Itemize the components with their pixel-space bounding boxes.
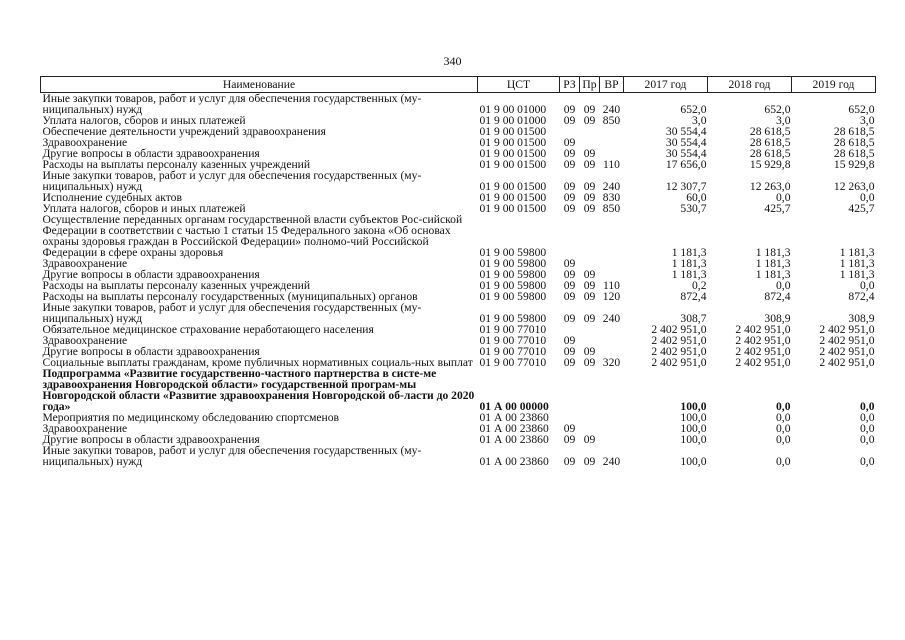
cell-rz: 09 [563,257,576,270]
cell-rz: 09 [563,455,576,468]
cell-rz: 09 [563,103,576,116]
cell-2019: 28 618,5 [833,125,875,138]
cell-name: Иные закупки товаров, работ и услуг для обеспечения государственных (му-ниципальных) нужд [42,169,422,193]
cell-vr [600,214,624,258]
cell-name: Обязательное медицинское страхование неработающего населения [42,323,374,336]
cell-2018: 872,4 [764,290,791,303]
cell-2017: 30 554,4 [665,125,707,138]
cell-2018: 12 263,0 [749,180,791,193]
cell-2019: 2 402 951,0 [819,334,875,347]
cell-2019: 1 181,3 [839,246,875,259]
table-row [41,93,876,116]
cell-name: Другие вопросы в области здравоохранения [42,345,260,358]
cell-2017: 0,2 [692,279,707,292]
cell-vr: 850 [602,114,621,127]
cell-name: Уплата налогов, сборов и иных платежей [42,114,246,127]
cell-2017: 2 402 951,0 [651,323,707,336]
cell-2018: 0,0 [776,455,791,468]
cell-2018: 1 181,3 [755,268,791,281]
cell-name: Другие вопросы в области здравоохранения [42,268,260,281]
cell-vr: 110 [603,279,620,292]
cell-cst: 01 9 00 01500 [479,136,547,149]
table-row [41,445,876,467]
cell-pr [580,324,600,335]
column-header-2017: 2017 год [624,77,708,93]
cell-rz: 09 [563,180,576,193]
cell-name: Здравоохранение [42,136,128,149]
cell-2019: 0,0 [860,422,875,435]
cell-name: Здравоохранение [42,422,128,435]
cell-cst: 01 9 00 59800 [479,312,547,325]
cell-2017: 872,4 [680,290,707,303]
cell-cst: 01 А 00 23860 [479,455,549,468]
cell-2017: 100,0 [680,455,707,468]
cell-2018: 0,0 [776,400,791,413]
cell-cst: 01 9 00 01500 [479,125,547,138]
cell-2018: 425,7 [764,202,791,215]
cell-2017: 2 402 951,0 [651,345,707,358]
cell-name: Иные закупки товаров, работ и услуг для обеспечения государственных (му-ниципальных) нужд [42,444,422,468]
cell-2019: 1 181,3 [839,257,875,270]
cell-2017: 100,0 [680,400,707,413]
cell-pr: 09 [583,103,596,116]
cell-2018: 0,0 [776,279,791,292]
cell-name: Другие вопросы в области здравоохранения [42,147,260,160]
cell-2017: 2 402 951,0 [651,334,707,347]
table-row [41,302,876,324]
cell-2019: 425,7 [848,202,875,215]
cell-2017: 100,0 [680,422,707,435]
cell-name: Иные закупки товаров, работ и услуг для обеспечения государственных (му-ниципальных) нужд [42,301,422,325]
cell-name: Мероприятия по медицинскому обследованию спортсменов [42,411,340,424]
cell-cst: 01 9 00 01500 [479,191,547,204]
cell-pr: 09 [583,114,596,127]
cell-pr: 09 [583,312,596,325]
cell-2018: 0,0 [776,411,791,424]
cell-2018: 0,0 [776,191,791,204]
table-row [41,368,876,412]
cell-2018: 0,0 [776,422,791,435]
cell-name: Исполнение судебных актов [42,191,182,204]
cell-pr: 09 [583,147,596,160]
cell-vr [600,423,624,434]
cell-rz: 09 [563,268,576,281]
cell-2017: 17 656,0 [665,158,707,171]
cell-pr: 09 [583,158,596,171]
cell-cst: 01 9 00 01500 [479,202,547,215]
cell-rz: 09 [563,191,576,204]
cell-vr: 240 [602,455,621,468]
cell-pr: 09 [583,433,596,446]
cell-vr [600,137,624,148]
cell-2018: 2 402 951,0 [735,345,791,358]
cell-cst: 01 9 00 59800 [479,268,547,281]
cell-2018: 1 181,3 [755,246,791,259]
cell-name: Расходы на выплаты персоналу казенных учреждений [42,158,311,171]
cell-name: Подпрограмма «Развитие государственно-частного партнерства в систе-ме здравоохранения Новгородской области» государственной програм-мы Новгородской области «Развитие здравоохранения Новгородской об-ласти до 2020 года» [42,367,475,413]
cell-name: Обеспечение деятельности учреждений здравоохранения [42,125,326,138]
cell-cst: 01 А 00 00000 [479,400,549,413]
cell-vr [600,434,624,445]
cell-cst: 01 9 00 59800 [479,246,547,259]
cell-cst: 01 9 00 59800 [479,290,547,303]
cell-cst: 01 А 00 23860 [479,422,549,435]
cell-cst: 01 А 00 23860 [479,433,549,446]
cell-2017: 308,7 [680,312,707,325]
cell-rz: 09 [563,202,576,215]
cell-2018: 0,0 [776,433,791,446]
cell-2019: 2 402 951,0 [819,356,875,369]
cell-2019: 308,9 [848,312,875,325]
cell-2017: 100,0 [680,433,707,446]
cell-cst: 01 9 00 59800 [479,257,547,270]
cell-name: Уплата налогов, сборов и иных платежей [42,202,246,215]
cell-cst: 01 9 00 01000 [479,114,547,127]
cell-2019: 652,0 [848,103,875,116]
cell-2017: 652,0 [680,103,707,116]
table-row [41,170,876,192]
page-number: 340 [443,54,462,68]
cell-rz: 09 [563,279,576,292]
cell-2017: 1 181,3 [671,246,707,259]
cell-cst: 01 9 00 77010 [479,334,547,347]
cell-name: Расходы на выплаты персоналу государственных (муниципальных) органов [42,290,418,303]
cell-2017: 30 554,4 [665,147,707,160]
cell-pr: 09 [583,202,596,215]
cell-pr [580,412,600,423]
cell-2019: 0,0 [860,400,875,413]
cell-name: Расходы на выплаты персоналу казенных учреждений [42,279,311,292]
cell-cst: 01 9 00 01500 [479,147,547,160]
cell-name: Социальные выплаты гражданам, кроме публичных нормативных социаль-ных выплат [42,356,473,369]
cell-2019: 0,0 [860,433,875,446]
column-header-pr: Пр [580,77,600,93]
cell-rz [560,368,580,412]
table-header-row [41,77,876,93]
cell-cst: 01 9 00 01000 [479,103,547,116]
cell-vr [600,335,624,346]
cell-2019: 28 618,5 [833,136,875,149]
cell-name: Другие вопросы в области здравоохранения [42,433,260,446]
cell-pr: 09 [583,290,596,303]
cell-pr [580,214,600,258]
cell-2019: 0,0 [860,455,875,468]
cell-2018: 3,0 [776,114,791,127]
cell-2018: 28 618,5 [749,136,791,149]
cell-vr: 240 [602,180,621,193]
cell-2019: 0,0 [860,279,875,292]
cell-rz: 09 [563,290,576,303]
column-header-name: Наименование [41,77,478,93]
cell-pr: 09 [583,180,596,193]
cell-2017: 60,0 [686,191,707,204]
cell-2019: 15 929,8 [833,158,875,171]
cell-name: Осуществление переданных органам государственной власти субъектов Рос-сийской Федерации в соответствии с частью 1 статьи 15 Федерального закона «Об основах охраны здоровья граждан в Российской Федерации» полномо-чий Российской Федерации в сфере охраны здоровья [42,213,463,259]
cell-2018: 28 618,5 [749,125,791,138]
cell-vr: 110 [603,158,620,171]
cell-vr: 120 [602,290,621,303]
cell-vr: 240 [602,312,621,325]
cell-2019: 1 181,3 [839,268,875,281]
cell-rz: 09 [563,158,576,171]
column-header-2018: 2018 год [708,77,792,93]
cell-2019: 2 402 951,0 [819,345,875,358]
cell-cst: 01 9 00 77010 [479,323,547,336]
cell-2019: 872,4 [848,290,875,303]
cell-2019: 2 402 951,0 [819,323,875,336]
cell-rz: 09 [563,345,576,358]
cell-cst: 01 9 00 77010 [479,345,547,358]
cell-rz: 09 [563,312,576,325]
cell-2018: 2 402 951,0 [735,323,791,336]
cell-vr: 240 [602,103,621,116]
budget-table [40,76,876,467]
cell-2019: 3,0 [860,114,875,127]
column-header-vr: ВР [600,77,624,93]
cell-2017: 12 307,7 [665,180,707,193]
cell-2018: 28 618,5 [749,147,791,160]
cell-2019: 0,0 [860,411,875,424]
cell-2017: 30 554,4 [665,136,707,149]
cell-pr [580,126,600,137]
cell-name: Иные закупки товаров, работ и услуг для обеспечения государственных (му-ниципальных) нужд [42,92,422,116]
cell-pr: 09 [583,455,596,468]
cell-2019: 12 263,0 [833,180,875,193]
cell-2017: 1 181,3 [671,257,707,270]
cell-2019: 0,0 [860,191,875,204]
cell-cst: 01 9 00 77010 [479,356,547,369]
cell-vr: 320 [602,356,621,369]
cell-2018: 308,9 [764,312,791,325]
cell-rz: 09 [563,147,576,160]
table-row [41,412,876,423]
table-body [41,93,876,468]
cell-cst: 01 А 00 23860 [479,411,549,424]
cell-rz: 09 [563,334,576,347]
cell-2017: 100,0 [680,411,707,424]
cell-rz [560,214,580,258]
cell-pr: 09 [583,345,596,358]
cell-2017: 2 402 951,0 [651,356,707,369]
cell-cst: 01 9 00 01500 [479,180,547,193]
cell-name: Здравоохранение [42,257,128,270]
cell-vr [600,258,624,269]
cell-cst: 01 9 00 01500 [479,158,547,171]
cell-vr [600,126,624,137]
cell-2018: 2 402 951,0 [735,356,791,369]
column-header-cst: ЦСТ [478,77,560,93]
cell-rz: 09 [563,136,576,149]
cell-pr [580,368,600,412]
table-row [41,214,876,258]
cell-2018: 1 181,3 [755,257,791,270]
cell-pr: 09 [583,268,596,281]
cell-2018: 2 402 951,0 [735,334,791,347]
cell-2019: 28 618,5 [833,147,875,160]
cell-pr: 09 [583,356,596,369]
cell-rz: 09 [563,356,576,369]
cell-cst: 01 9 00 59800 [479,279,547,292]
cell-2018: 15 929,8 [749,158,791,171]
cell-vr [600,324,624,335]
cell-rz: 09 [563,433,576,446]
cell-rz: 09 [563,114,576,127]
cell-2017: 3,0 [692,114,707,127]
cell-2017: 1 181,3 [671,268,707,281]
cell-vr [600,412,624,423]
cell-name: Здравоохранение [42,334,128,347]
cell-2018: 652,0 [764,103,791,116]
cell-vr [600,368,624,412]
cell-vr: 850 [602,202,621,215]
column-header-rz: РЗ [560,77,580,93]
cell-vr: 830 [602,191,621,204]
cell-2017: 530,7 [680,202,707,215]
cell-pr: 09 [583,191,596,204]
column-header-2019: 2019 год [792,77,876,93]
cell-pr: 09 [583,279,596,292]
cell-rz: 09 [563,422,576,435]
